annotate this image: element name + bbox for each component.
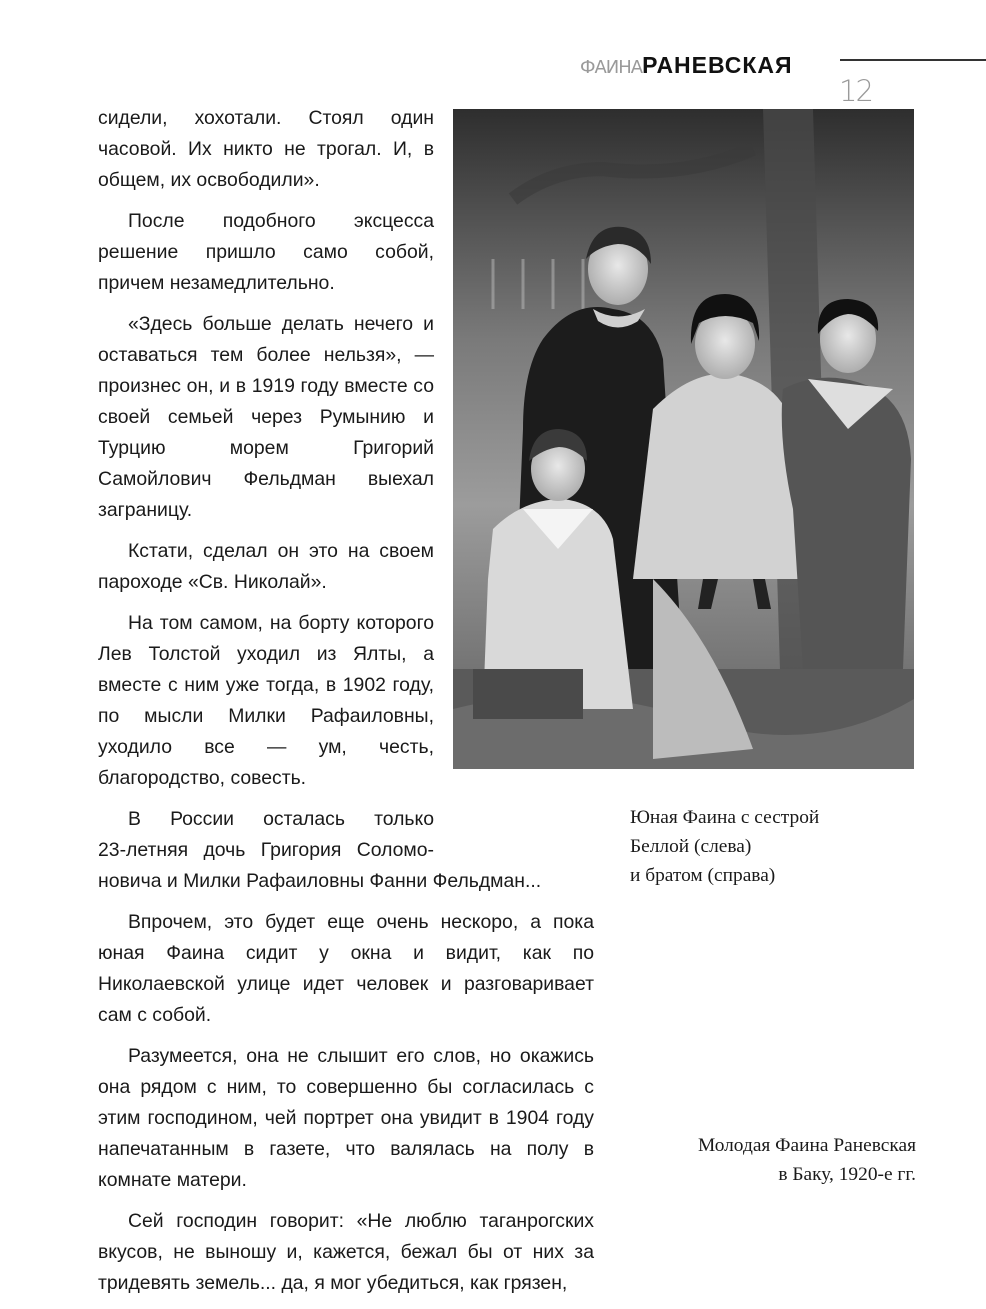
running-header <box>580 52 793 79</box>
header-rule <box>840 59 986 61</box>
caption-line: Юная Фаина с сестрой <box>630 807 820 828</box>
paragraph: Впрочем, это будет еще очень нескоро, а пока юная Фаина сидит у окна и видит, как по Николаевской улице идет человек и разговаривает сам с собой. <box>98 911 594 1026</box>
paragraph: Разумеется, она не слышит его слов, но окажись она рядом с ним, то совершенно бы согласилась с этим господином, чей портрет она увидит в 1904 году напечатанным в газете, что валялась на полу в комнате матери. <box>98 1045 594 1191</box>
paragraph: Кстати, сделал он это на своем пароходе «Св. Николай». <box>98 540 434 593</box>
header-last-name: РАНЕВСКАЯ <box>642 52 793 78</box>
paragraph: Сей господин говорит: «Не люблю таганрогских вкусов, не выношу и, кажется, бежал бы от них за тридевять земель... да, я мог убедиться, как грязен, <box>98 1210 594 1294</box>
header-first-name: ФАИНА <box>580 57 643 78</box>
caption-line: Молодая Фаина Раневская <box>697 1135 916 1156</box>
paragraph: На том самом, на борту которого Лев Толстой уходил из Ялты, а вместе с ним уже тогда, в 1902 году, по мысли Милки Рафаиловны, уходило все — ум, честь, благородство, совесть. <box>98 612 434 789</box>
caption-line: Беллой (слева) <box>630 836 752 857</box>
paragraph: После подобного эксцесса решение пришло само собой, причем незамедлительно. <box>98 210 434 294</box>
caption-line: в Баку, 1920-е гг. <box>778 1164 916 1185</box>
caption-line: и братом (справа) <box>630 865 776 886</box>
second-photo-caption <box>600 1131 916 1189</box>
paragraph-line: новича и Милки Рафаиловны Фанни Фельдман... <box>98 870 542 892</box>
paragraph-line: 23-летняя дочь Григория Соломо- <box>98 839 434 861</box>
paragraph: сидели, хохотали. Стоял один часовой. Их никто не трогал. И, в общем, их освободили». <box>98 107 434 191</box>
paragraph-line: В России осталась только <box>128 808 434 830</box>
paragraph: «Здесь больше делать нечего и оставаться тем более нельзя», — произнес он, и в 1919 году вместе со своей семьей через Румынию и Турцию морем Григорий Самойлович Фельдман выехал заграницу. <box>98 313 434 521</box>
photo-caption <box>630 803 819 890</box>
paragraph <box>98 804 594 897</box>
body-text <box>98 103 594 1309</box>
page-number: 12 <box>839 74 872 108</box>
